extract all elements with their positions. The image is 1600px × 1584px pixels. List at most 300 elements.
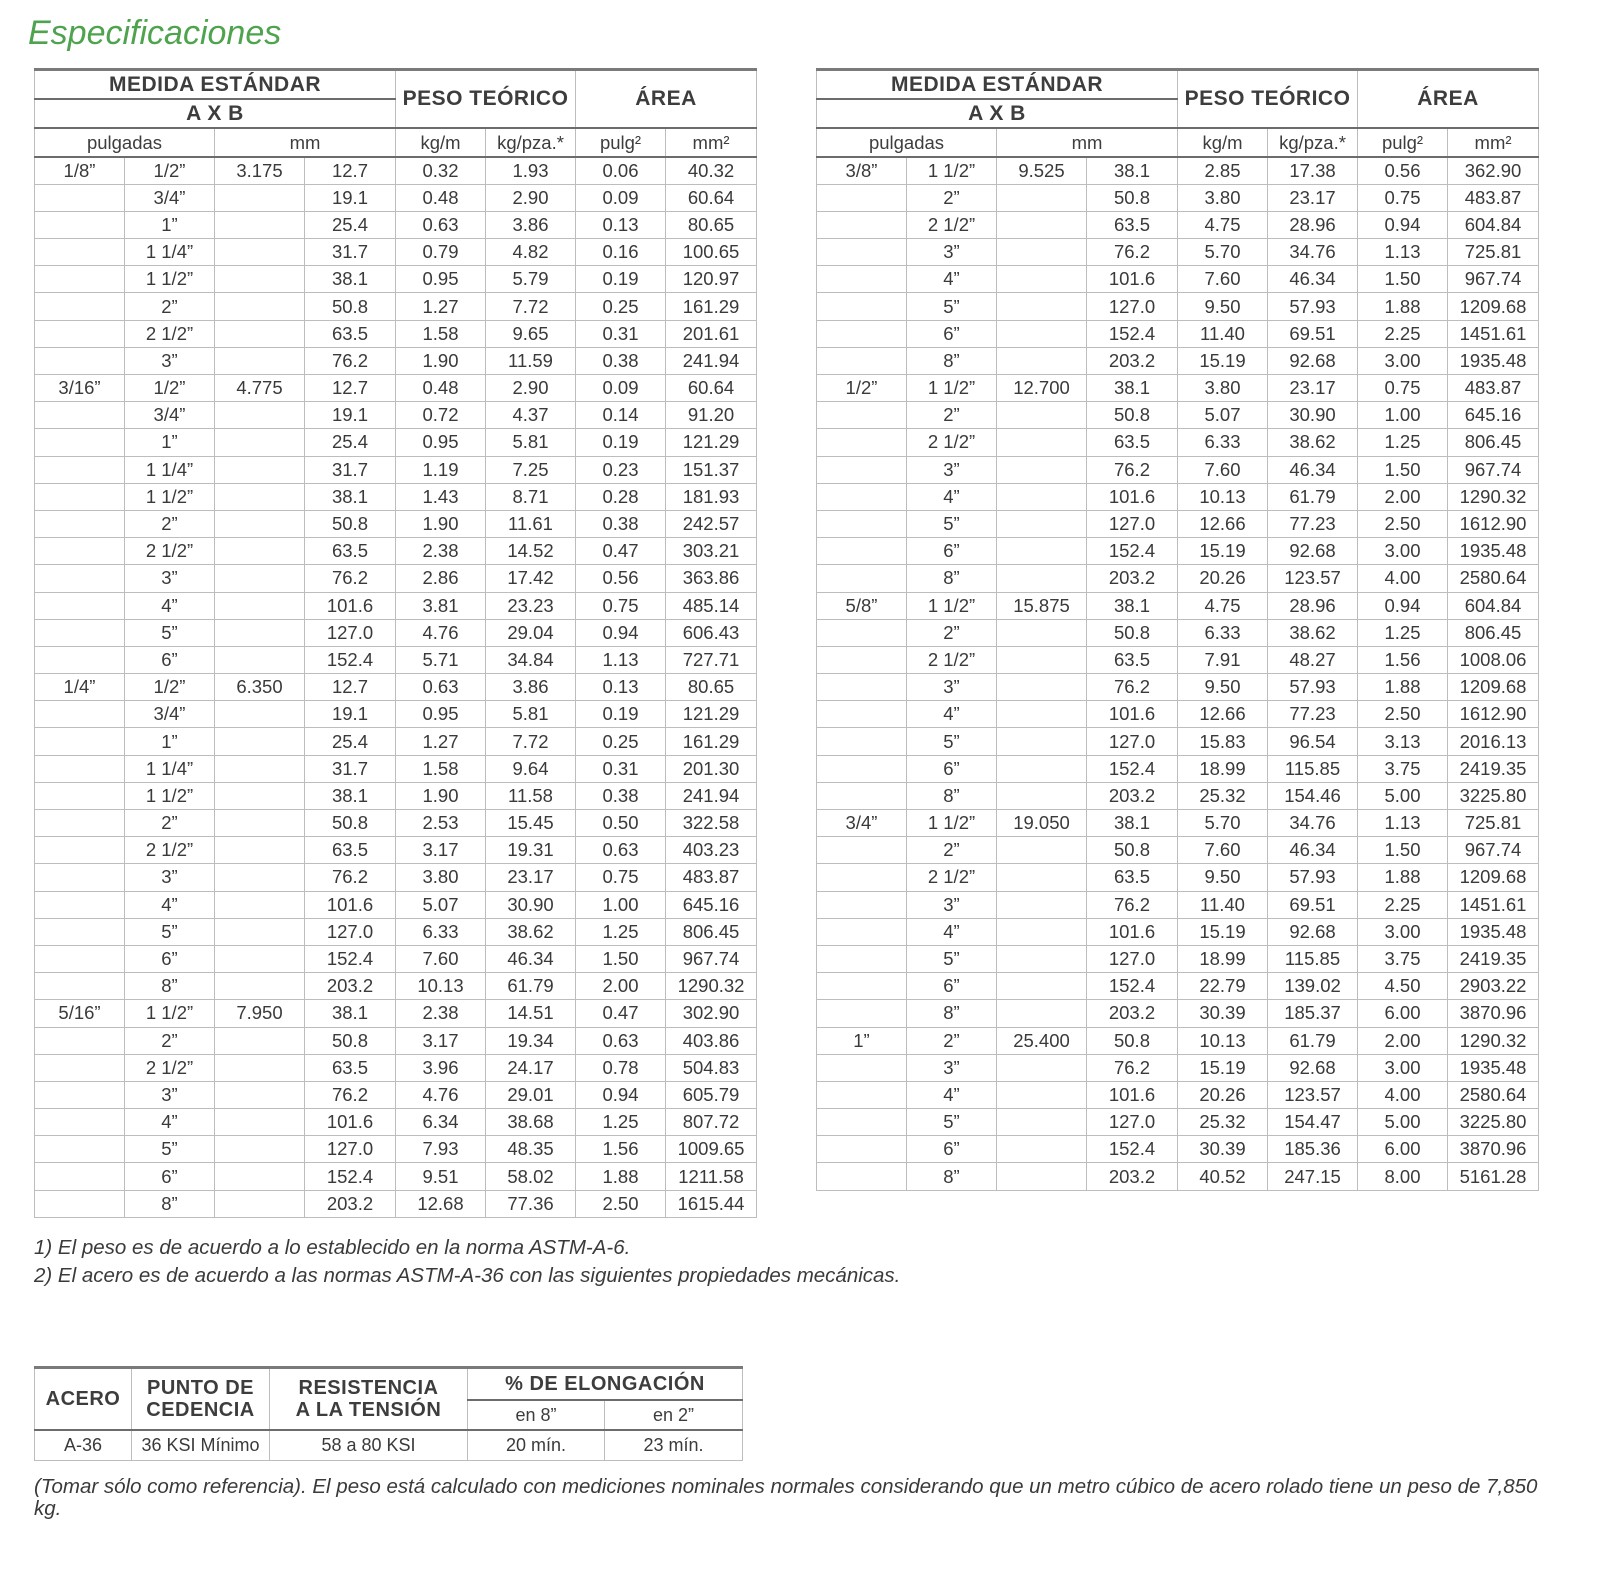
cell-ancho-in: 2” (125, 810, 215, 837)
cell-ancho-mm: 152.4 (1087, 755, 1178, 782)
cell-espesor-in (35, 184, 125, 211)
cell-kg-pza: 61.79 (1268, 483, 1358, 510)
cell-kg-pza: 34.84 (486, 646, 576, 673)
cell-pulg2: 4.50 (1358, 973, 1448, 1000)
cell-mm2: 80.65 (666, 674, 757, 701)
cell-espesor-mm (997, 701, 1087, 728)
cell-mm2: 60.64 (666, 375, 757, 402)
cell-mm2: 1009.65 (666, 1136, 757, 1163)
cell-pulg2: 1.25 (1358, 429, 1448, 456)
cell-pulg2: 0.25 (576, 728, 666, 755)
cell-pulg2: 0.13 (576, 211, 666, 238)
cell-espesor-in (35, 755, 125, 782)
cell-espesor-in (817, 510, 907, 537)
table-row (817, 973, 1539, 1000)
table-row (35, 837, 757, 864)
cell-ancho-mm: 38.1 (1087, 375, 1178, 402)
cell-pulg2: 0.75 (576, 592, 666, 619)
cell-mm2: 807.72 (666, 1109, 757, 1136)
cell-espesor-in (35, 320, 125, 347)
cell-ancho-mm: 203.2 (1087, 1000, 1178, 1027)
header-resistencia: RESISTENCIA A LA TENSIÓN (270, 1368, 468, 1431)
cell-kg-pza: 5.81 (486, 429, 576, 456)
cell-espesor-mm (215, 1081, 305, 1108)
cell-mm2: 2419.35 (1448, 945, 1539, 972)
table-row (35, 456, 757, 483)
cell-ancho-mm: 38.1 (1087, 157, 1178, 184)
cell-kg-m: 9.50 (1178, 864, 1268, 891)
cell-pulg2: 0.75 (1358, 375, 1448, 402)
cell-kg-pza: 17.38 (1268, 157, 1358, 184)
cell-kg-pza: 3.86 (486, 211, 576, 238)
cell-ancho-in: 5” (907, 293, 997, 320)
table-row (35, 782, 757, 809)
cell-ancho-in: 3” (907, 891, 997, 918)
cell-espesor-mm (997, 239, 1087, 266)
cell-kg-m: 15.19 (1178, 538, 1268, 565)
cell-pulg2: 1.88 (576, 1163, 666, 1190)
cell-espesor-mm (997, 483, 1087, 510)
cell-espesor-in (35, 945, 125, 972)
cell-ancho-mm: 63.5 (1087, 211, 1178, 238)
table-row (817, 701, 1539, 728)
cell-pulg2: 1.25 (576, 918, 666, 945)
table-row (817, 211, 1539, 238)
table-row (35, 891, 757, 918)
cell-ancho-mm: 63.5 (305, 538, 396, 565)
cell-kg-pza: 154.47 (1268, 1109, 1358, 1136)
cell-espesor-mm: 12.700 (997, 375, 1087, 402)
cell-espesor-mm (215, 184, 305, 211)
cell-kg-m: 10.13 (1178, 483, 1268, 510)
cell-pulg2: 5.00 (1358, 1109, 1448, 1136)
cell-espesor-in (817, 402, 907, 429)
cell-kg-pza: 92.68 (1268, 538, 1358, 565)
cell-ancho-mm: 50.8 (305, 510, 396, 537)
cell-kg-pza: 28.96 (1268, 211, 1358, 238)
cell-mm2: 483.87 (1448, 375, 1539, 402)
cell-ancho-mm: 152.4 (1087, 973, 1178, 1000)
cell-espesor-mm: 9.525 (997, 157, 1087, 184)
table-row (35, 347, 757, 374)
cell-espesor-mm (997, 619, 1087, 646)
table-row (35, 674, 757, 701)
cell-espesor-in (817, 293, 907, 320)
cell-pulg2: 3.13 (1358, 728, 1448, 755)
spec-table-left (34, 68, 757, 1218)
cell-mm2: 362.90 (1448, 157, 1539, 184)
cell-ancho-in: 6” (907, 538, 997, 565)
cell-ancho-in: 1 1/2” (125, 782, 215, 809)
cell-espesor-in (35, 293, 125, 320)
cell-mm2: 120.97 (666, 266, 757, 293)
cell-kg-pza: 57.93 (1268, 674, 1358, 701)
table-row (35, 1430, 743, 1461)
cell-kg-m: 25.32 (1178, 1109, 1268, 1136)
cell-espesor-mm (997, 837, 1087, 864)
cell-kg-pza: 38.68 (486, 1109, 576, 1136)
cell-espesor-in (35, 1190, 125, 1217)
cell-ancho-in: 2 1/2” (907, 429, 997, 456)
cell-ancho-mm: 25.4 (305, 211, 396, 238)
header-peso: PESO TEÓRICO (396, 70, 576, 129)
table-row (817, 592, 1539, 619)
cell-acero: A-36 (35, 1430, 132, 1461)
cell-ancho-mm: 63.5 (1087, 646, 1178, 673)
cell-espesor-in (35, 646, 125, 673)
cell-espesor-in: 1/8” (35, 157, 125, 184)
cell-ancho-mm: 127.0 (1087, 510, 1178, 537)
cell-pulg2: 5.00 (1358, 782, 1448, 809)
cell-espesor-in (35, 592, 125, 619)
cell-kg-pza: 46.34 (486, 945, 576, 972)
cell-mm2: 3225.80 (1448, 1109, 1539, 1136)
cell-espesor-mm (997, 429, 1087, 456)
cell-espesor-in (817, 429, 907, 456)
cell-kg-pza: 23.17 (1268, 375, 1358, 402)
note-2: 2) El acero es de acuerdo a las normas ASTM-A-36 con las siguientes propiedades mecánicas. (34, 1264, 901, 1287)
cell-kg-pza: 19.34 (486, 1027, 576, 1054)
header-kgm: kg/m (1178, 128, 1268, 157)
cell-kg-m: 2.86 (396, 565, 486, 592)
cell-kg-pza: 38.62 (486, 918, 576, 945)
cell-ancho-in: 3” (907, 674, 997, 701)
cell-kg-m: 5.07 (396, 891, 486, 918)
cell-kg-m: 3.80 (396, 864, 486, 891)
header-medida: MEDIDA ESTÁNDAR (35, 70, 396, 100)
cell-espesor-mm (215, 864, 305, 891)
cell-kg-m: 30.39 (1178, 1000, 1268, 1027)
cell-pulg2: 3.00 (1358, 1054, 1448, 1081)
cell-kg-m: 0.95 (396, 266, 486, 293)
cell-ancho-mm: 203.2 (1087, 1163, 1178, 1190)
cell-kg-pza: 9.64 (486, 755, 576, 782)
cell-kg-m: 0.48 (396, 184, 486, 211)
cell-espesor-mm (215, 320, 305, 347)
cell-mm2: 1935.48 (1448, 918, 1539, 945)
cell-kg-m: 22.79 (1178, 973, 1268, 1000)
table-row (817, 810, 1539, 837)
cell-ancho-in: 1 1/2” (907, 157, 997, 184)
cell-espesor-mm (997, 1081, 1087, 1108)
cell-mm2: 1612.90 (1448, 510, 1539, 537)
cell-mm2: 1935.48 (1448, 1054, 1539, 1081)
cell-espesor-in (35, 538, 125, 565)
cell-ancho-mm: 12.7 (305, 157, 396, 184)
cell-espesor-in (35, 402, 125, 429)
cell-mm2: 2580.64 (1448, 565, 1539, 592)
cell-espesor-in: 1/2” (817, 375, 907, 402)
cell-espesor-in (35, 483, 125, 510)
cell-espesor-in (817, 837, 907, 864)
cell-kg-m: 9.50 (1178, 293, 1268, 320)
cell-mm2: 121.29 (666, 429, 757, 456)
cell-kg-pza: 46.34 (1268, 837, 1358, 864)
cell-ancho-in: 2 1/2” (125, 320, 215, 347)
cell-mm2: 100.65 (666, 239, 757, 266)
cell-espesor-in (817, 728, 907, 755)
cell-espesor-mm: 4.775 (215, 375, 305, 402)
table-row (35, 1081, 757, 1108)
cell-espesor-mm (997, 945, 1087, 972)
cell-ancho-in: 3” (125, 565, 215, 592)
cell-ancho-in: 1” (125, 429, 215, 456)
cell-pulg2: 0.06 (576, 157, 666, 184)
cell-espesor-in (817, 320, 907, 347)
cell-ancho-mm: 101.6 (1087, 1081, 1178, 1108)
cell-ancho-mm: 76.2 (1087, 891, 1178, 918)
cell-ancho-in: 2” (907, 1027, 997, 1054)
cell-espesor-mm (215, 402, 305, 429)
cell-pulg2: 0.09 (576, 184, 666, 211)
cell-ancho-mm: 50.8 (1087, 619, 1178, 646)
cell-espesor-mm (997, 1054, 1087, 1081)
table-row (35, 918, 757, 945)
note-1: 1) El peso es de acuerdo a lo establecido en la norma ASTM-A-6. (34, 1236, 631, 1259)
cell-espesor-mm (215, 456, 305, 483)
cell-espesor-mm (215, 211, 305, 238)
cell-mm2: 201.30 (666, 755, 757, 782)
cell-espesor-mm (215, 266, 305, 293)
cell-espesor-mm (215, 918, 305, 945)
cell-pulg2: 0.94 (1358, 211, 1448, 238)
cell-kg-pza: 3.86 (486, 674, 576, 701)
cell-pulg2: 0.94 (1358, 592, 1448, 619)
cell-kg-pza: 139.02 (1268, 973, 1358, 1000)
cell-mm2: 604.84 (1448, 211, 1539, 238)
cell-ancho-in: 1/2” (125, 375, 215, 402)
cell-ancho-mm: 76.2 (305, 347, 396, 374)
cell-kg-m: 11.40 (1178, 891, 1268, 918)
cell-espesor-in (817, 538, 907, 565)
cell-espesor-mm (997, 347, 1087, 374)
cell-kg-m: 30.39 (1178, 1136, 1268, 1163)
cell-pulg2: 1.50 (1358, 456, 1448, 483)
cell-mm2: 605.79 (666, 1081, 757, 1108)
cell-kg-m: 18.99 (1178, 945, 1268, 972)
cell-kg-m: 0.79 (396, 239, 486, 266)
cell-mm2: 91.20 (666, 402, 757, 429)
cell-pulg2: 1.88 (1358, 864, 1448, 891)
cell-kg-m: 2.85 (1178, 157, 1268, 184)
header-mm2: mm² (666, 128, 757, 157)
cell-ancho-mm: 12.7 (305, 375, 396, 402)
cell-kg-pza: 11.59 (486, 347, 576, 374)
table-row (35, 646, 757, 673)
cell-espesor-mm (997, 211, 1087, 238)
cell-kg-m: 1.43 (396, 483, 486, 510)
cell-espesor-in (817, 239, 907, 266)
cell-ancho-in: 1 1/2” (907, 592, 997, 619)
table-row (35, 510, 757, 537)
cell-mm2: 504.83 (666, 1054, 757, 1081)
cell-espesor-mm (997, 674, 1087, 701)
header-mm: mm (997, 128, 1178, 157)
cell-kg-m: 7.60 (1178, 837, 1268, 864)
cell-ancho-in: 6” (125, 945, 215, 972)
cell-kg-pza: 2.90 (486, 375, 576, 402)
cell-ancho-mm: 38.1 (305, 1000, 396, 1027)
cell-espesor-in (817, 973, 907, 1000)
table-row (35, 1136, 757, 1163)
cell-espesor-mm (215, 619, 305, 646)
table-row (817, 782, 1539, 809)
cell-espesor-in (817, 266, 907, 293)
cell-espesor-mm (997, 510, 1087, 537)
cell-espesor-in (35, 619, 125, 646)
cell-mm2: 241.94 (666, 782, 757, 809)
cell-espesor-mm (997, 1000, 1087, 1027)
cell-pulg2: 0.28 (576, 483, 666, 510)
cell-ancho-in: 1 1/2” (125, 266, 215, 293)
cell-ancho-mm: 203.2 (305, 973, 396, 1000)
cell-espesor-in (817, 755, 907, 782)
cell-kg-pza: 30.90 (1268, 402, 1358, 429)
cell-ancho-mm: 152.4 (1087, 538, 1178, 565)
cell-pulg2: 8.00 (1358, 1163, 1448, 1190)
cell-pulg2: 0.94 (576, 1081, 666, 1108)
cell-kg-m: 4.75 (1178, 211, 1268, 238)
cell-kg-pza: 4.82 (486, 239, 576, 266)
cell-ancho-in: 6” (907, 320, 997, 347)
cell-mm2: 2016.13 (1448, 728, 1539, 755)
cell-kg-m: 20.26 (1178, 1081, 1268, 1108)
table-row (817, 266, 1539, 293)
cell-pulg2: 3.75 (1358, 945, 1448, 972)
table-row (35, 973, 757, 1000)
cell-pulg2: 3.00 (1358, 538, 1448, 565)
cell-ancho-mm: 38.1 (305, 483, 396, 510)
cell-pulg2: 6.00 (1358, 1136, 1448, 1163)
header-elongacion: % DE ELONGACIÓN (468, 1368, 743, 1401)
cell-espesor-in (817, 1163, 907, 1190)
cell-kg-pza: 185.37 (1268, 1000, 1358, 1027)
cell-ancho-in: 1” (125, 728, 215, 755)
cell-ancho-mm: 152.4 (1087, 320, 1178, 347)
table-row (35, 810, 757, 837)
mechanical-properties-table (34, 1366, 743, 1461)
cell-pulg2: 0.19 (576, 701, 666, 728)
cell-ancho-mm: 203.2 (1087, 347, 1178, 374)
cell-ancho-in: 5” (907, 728, 997, 755)
cell-kg-m: 3.17 (396, 837, 486, 864)
cell-ancho-in: 1 1/2” (125, 1000, 215, 1027)
cell-espesor-in (35, 1081, 125, 1108)
cell-espesor-in (35, 782, 125, 809)
cell-kg-pza: 2.90 (486, 184, 576, 211)
cell-ancho-mm: 38.1 (1087, 810, 1178, 837)
cell-kg-pza: 57.93 (1268, 864, 1358, 891)
cell-pulg2: 0.63 (576, 1027, 666, 1054)
cell-mm2: 1612.90 (1448, 701, 1539, 728)
header-mm: mm (215, 128, 396, 157)
cell-espesor-mm (997, 402, 1087, 429)
cell-ancho-mm: 127.0 (305, 918, 396, 945)
cell-ancho-mm: 50.8 (1087, 837, 1178, 864)
cell-espesor-mm (997, 184, 1087, 211)
cell-ancho-in: 3” (125, 864, 215, 891)
cell-espesor-mm (997, 728, 1087, 755)
cell-espesor-in (35, 1136, 125, 1163)
table-row (817, 728, 1539, 755)
cell-pulg2: 0.09 (576, 375, 666, 402)
cell-pulg2: 1.00 (576, 891, 666, 918)
cell-pulg2: 1.56 (576, 1136, 666, 1163)
cell-kg-pza: 57.93 (1268, 293, 1358, 320)
cell-kg-m: 40.52 (1178, 1163, 1268, 1190)
cell-kg-m: 1.90 (396, 782, 486, 809)
cell-ancho-mm: 50.8 (1087, 184, 1178, 211)
cell-mm2: 322.58 (666, 810, 757, 837)
cell-mm2: 1451.61 (1448, 320, 1539, 347)
table-row (817, 1109, 1539, 1136)
cell-espesor-in (817, 891, 907, 918)
header-axb: A X B (35, 99, 396, 128)
cell-kg-m: 7.60 (396, 945, 486, 972)
header-peso: PESO TEÓRICO (1178, 70, 1358, 129)
table-row (35, 864, 757, 891)
cell-ancho-in: 3” (907, 239, 997, 266)
table-row (35, 1190, 757, 1217)
cell-espesor-mm: 7.950 (215, 1000, 305, 1027)
cell-espesor-in (817, 782, 907, 809)
cell-ancho-in: 4” (125, 592, 215, 619)
cell-ancho-in: 4” (907, 701, 997, 728)
cell-mm2: 242.57 (666, 510, 757, 537)
cell-espesor-in (817, 211, 907, 238)
table-row (817, 293, 1539, 320)
cell-kg-m: 20.26 (1178, 565, 1268, 592)
cell-kg-m: 11.40 (1178, 320, 1268, 347)
table-row (35, 565, 757, 592)
cell-kg-m: 6.33 (396, 918, 486, 945)
cell-espesor-in (817, 674, 907, 701)
cell-ancho-mm: 76.2 (1087, 456, 1178, 483)
cell-espesor-mm: 19.050 (997, 810, 1087, 837)
cell-espesor-in (35, 864, 125, 891)
table-row (35, 239, 757, 266)
cell-espesor-mm (997, 266, 1087, 293)
cell-pulg2: 0.16 (576, 239, 666, 266)
cell-espesor-mm (215, 646, 305, 673)
cell-espesor-in (817, 1054, 907, 1081)
cell-ancho-mm: 25.4 (305, 728, 396, 755)
cell-kg-m: 15.83 (1178, 728, 1268, 755)
cell-ancho-mm: 127.0 (1087, 1109, 1178, 1136)
table-row (35, 157, 757, 184)
cell-espesor-in: 3/4” (817, 810, 907, 837)
table-row (35, 429, 757, 456)
table-row (35, 619, 757, 646)
cell-kg-pza: 17.42 (486, 565, 576, 592)
cell-kg-pza: 38.62 (1268, 619, 1358, 646)
cell-kg-pza: 77.23 (1268, 510, 1358, 537)
cell-espesor-in (817, 945, 907, 972)
cell-espesor-in (817, 184, 907, 211)
cell-kg-pza: 7.72 (486, 728, 576, 755)
cell-espesor-mm (215, 973, 305, 1000)
cell-espesor-mm (215, 891, 305, 918)
cell-kg-pza: 58.02 (486, 1163, 576, 1190)
cell-kg-pza: 29.04 (486, 619, 576, 646)
cell-ancho-mm: 50.8 (1087, 1027, 1178, 1054)
cell-ancho-in: 3” (125, 1081, 215, 1108)
cell-ancho-mm: 101.6 (1087, 483, 1178, 510)
cell-kg-pza: 23.23 (486, 592, 576, 619)
cell-ancho-mm: 19.1 (305, 184, 396, 211)
cell-kg-pza: 69.51 (1268, 891, 1358, 918)
cell-espesor-in (817, 918, 907, 945)
